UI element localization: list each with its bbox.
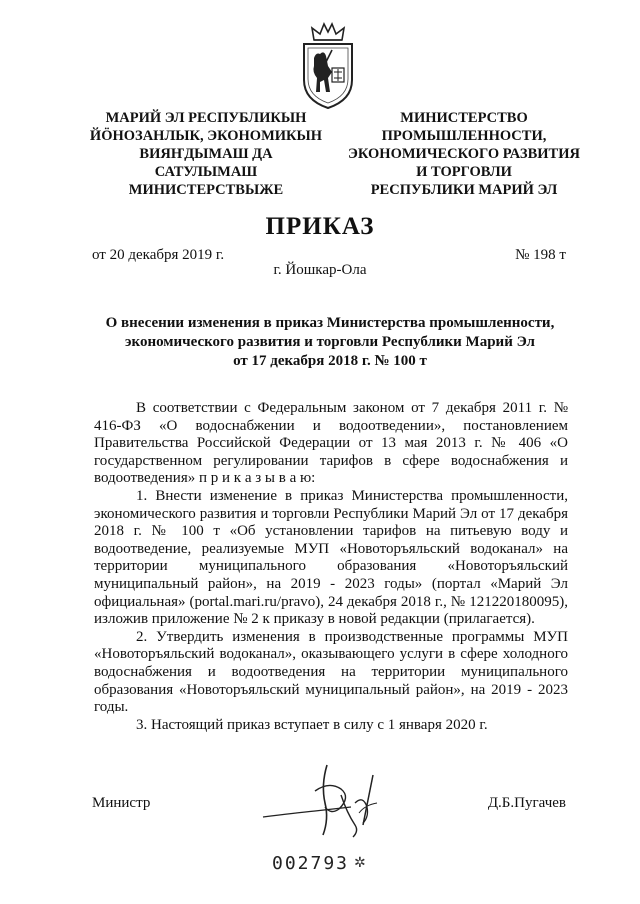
stamp-mark: ✲ <box>354 856 366 871</box>
document-date: от 20 декабря 2019 г. <box>92 247 225 263</box>
header-ministry-russian <box>338 109 590 199</box>
header-right-line: И ТОРГОВЛИ <box>416 164 512 180</box>
subject-line: О внесении изменения в приказ Министерства промышленности, <box>105 315 555 331</box>
body-paragraph-preamble: В соответствии с Федеральным законом от 7 декабря 2011 г. № 416-ФЗ «О водоснабжении и водоотведении», постановлением Правительства Российской Федерации от 13 мая 2013 г. № 406 «О государственном регулировании тарифов в сфере водоснабжения и водоотведения» п р и к а з ы в а ю: <box>94 400 568 487</box>
serial-number: 002793 <box>272 853 350 874</box>
header-left-line: МИНИСТЕРСТВЫЖЕ <box>128 182 284 198</box>
signatory-name: Д.Б.Пугачев <box>487 795 566 811</box>
header-right-line: МИНИСТЕРСТВО <box>400 110 528 126</box>
subject-line: экономического развития и торговли Республики Марий Эл <box>125 334 535 350</box>
header-right-line: ЭКОНОМИЧЕСКОГО РАЗВИТИЯ <box>348 146 580 162</box>
document-subject <box>92 314 568 371</box>
document-city: г. Йошкар-Ола <box>273 262 367 278</box>
header-left-line: ВИЯҤДЫМАШ ДА <box>139 146 273 162</box>
body-paragraph-3: 3. Настоящий приказ вступает в силу с 1 января 2020 г. <box>136 716 488 733</box>
document-title: ПРИКАЗ <box>265 213 375 240</box>
header-left-line: ЙӦНОЗАНЛЫК, ЭКОНОМИКЫН <box>89 128 323 144</box>
subject-line: от 17 декабря 2018 г. № 100 т <box>233 353 427 369</box>
body-paragraph-1: 1. Внести изменение в приказ Министерства промышленности, экономического развития и торговли Республики Марий Эл от 17 декабря 2018 г. № 100 т «Об установлении тарифов на питьевую воду и водоотведение, реализуемые МУП «Новоторъяльский водоканал» на территории муниципального образования «Новоторъяльский муниципальный район», на 2019 - 2023 годы» (портал «Марий Эл официальная» (portal.mari.ru/pravo), 24 декабря 2018 г., № 121220180095), изложив приложение № 2 к приказу в новой редакции (прилагается). <box>94 487 568 628</box>
signatory-position: Министр <box>92 795 151 811</box>
coat-of-arms-icon <box>298 20 358 112</box>
header-left-line: САТУЛЫМАШ <box>154 164 258 180</box>
document-number: № 198 т <box>515 247 566 263</box>
handwritten-signature <box>255 755 405 850</box>
document-body <box>94 400 568 734</box>
header-right-line: РЕСПУБЛИКИ МАРИЙ ЭЛ <box>370 182 558 198</box>
body-paragraph-2: 2. Утвердить изменения в производственные программы МУП «Новоторъяльский водоканал», оказывающего услуги в сфере холодного водоснабжения и водоотведения на территории муниципального образования «Новоторъяльский муниципальный район», на 2019 - 2023 годы. <box>94 628 568 716</box>
header-ministry-mari <box>86 109 326 199</box>
header-right-line: ПРОМЫШЛЕННОСТИ, <box>381 128 547 144</box>
header-left-line: МАРИЙ ЭЛ РЕСПУБЛИКЫН <box>105 110 307 126</box>
